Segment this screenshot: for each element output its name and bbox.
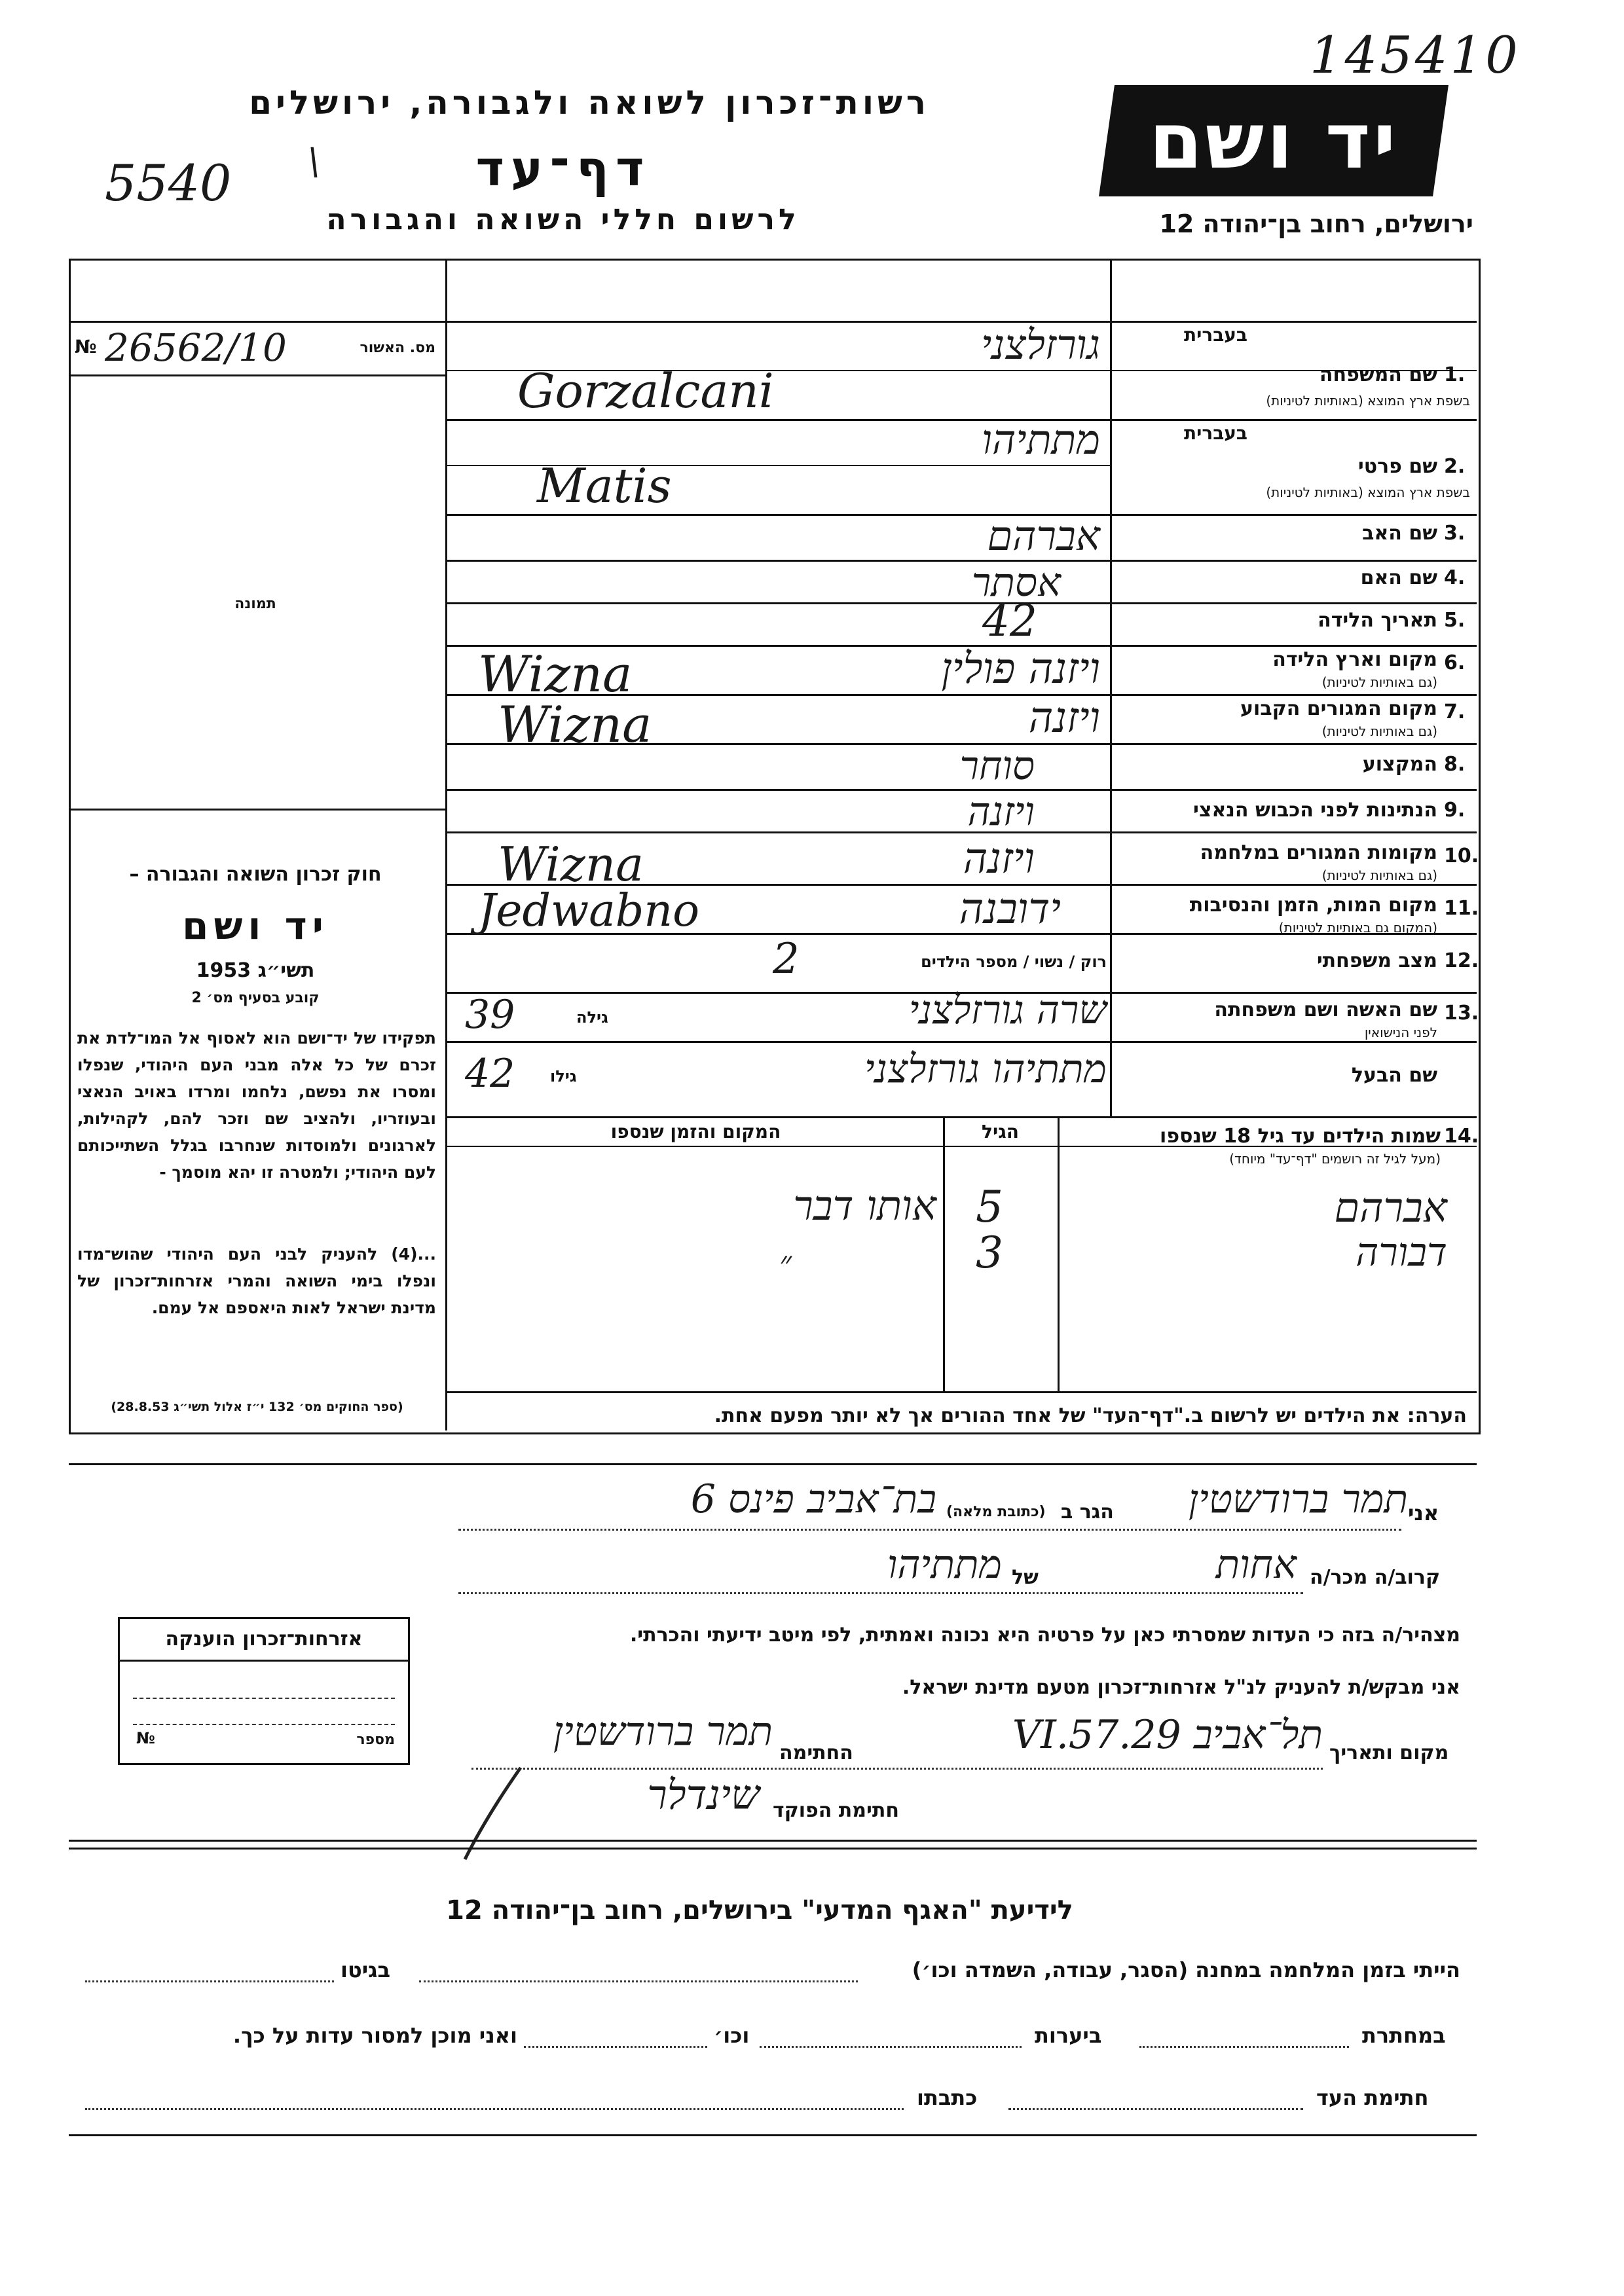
top-rule [69, 321, 1477, 323]
row13-sub: לפני הנישואין [1364, 1025, 1437, 1040]
row3-label: שם האב [1362, 522, 1437, 545]
form-title: דף־עד [475, 141, 651, 197]
relation-line [458, 1592, 1303, 1594]
row8-label: המקצוע [1362, 753, 1437, 776]
footer-forests-line [760, 2046, 1022, 2048]
photo-label: תמונה [234, 596, 276, 612]
father-name-value: אברהם [987, 512, 1100, 560]
footer-etc-label: וכו׳ [714, 2023, 750, 2048]
footer-camp-line [419, 1980, 858, 1982]
row2-sub: בשפת ארץ המוצא (באותיות לטיניות) [1266, 484, 1470, 500]
declarant-name: תמר ברודשטין [1188, 1476, 1408, 1522]
authority-name: רשות־זכרון לשואה ולגבורה, ירושלים [249, 84, 930, 122]
footer-witness-sig-line [1008, 2108, 1303, 2110]
family-status-value: 2 [773, 935, 800, 983]
law-text: תפקידו של יד־ושם הוא לאסוף אל המו־לדת את זכרם של כל אלה מבני העם היהודי, שנפלו ומסרו את נפשם, נלחמו ומרדו באויב הנאצי ובעוזריו, ולהציב שם וזכר להם, לקהילות, לארגונים ולמוסדות שנחרבו בגלל השתייכותם לעם היהודי; ולמטרה זו יהא מוסמך - [77, 1029, 436, 1182]
wife-name-value: שרה גורזלצני [908, 987, 1107, 1033]
wartime-residence-hebrew-value: ויזנה [963, 835, 1035, 883]
of-label: של [1012, 1566, 1039, 1589]
approval-number-sign: № [75, 336, 97, 357]
row10-label: מקומות המגורים במלחמה [1200, 841, 1437, 864]
husband-name-value: מתתיהו גורזלצני [864, 1046, 1107, 1092]
approval-rule [69, 374, 447, 376]
yad-vashem-logo [1099, 85, 1449, 196]
citizenship-request: אני מבקש/ת להעניק לנ"ל אזרחות־זכרון מטעם מדינת ישראל. [902, 1676, 1460, 1699]
row11-label: מקום המות, הזמן והנסיבות [1189, 894, 1437, 917]
row8-number: 8. [1444, 753, 1466, 776]
row1-number: 1. [1444, 363, 1466, 386]
birthplace-hebrew-value: ויזנה פולין [941, 645, 1100, 693]
child-2-place: ״ [779, 1244, 792, 1282]
children-place-header: המקום והזמן שנספו [610, 1121, 781, 1142]
wife-age-label: גילה [576, 1008, 608, 1027]
age-column-left [943, 1116, 945, 1391]
child-1-age: 5 [976, 1182, 1003, 1232]
declarant-address-hint: (כתובת מלאה) [946, 1504, 1046, 1520]
footer-underground-label: במחתרת [1362, 2023, 1446, 2048]
row13-label: שם האשה ושם משפחתה [1214, 998, 1437, 1021]
row1-label: שם המשפחה [1319, 363, 1437, 386]
wartime-residence-latin-value: Wizna [498, 837, 644, 892]
row6-label: מקום וארץ הלידה [1272, 648, 1437, 671]
child-2-name: דבורה [1356, 1230, 1447, 1275]
note-top-rule [445, 1391, 1477, 1393]
residence-hebrew-value: ויזנה [1028, 694, 1100, 742]
husband-age-label: גילו [550, 1067, 577, 1085]
citizenship-number-sign: № [136, 1729, 155, 1747]
footer-underground-line [1139, 2046, 1349, 2048]
officer-label: חתימת הפוקד [773, 1799, 899, 1822]
approval-number-label: מס. האשור [360, 340, 435, 356]
citizenship-box-line-2 [133, 1724, 395, 1725]
footer-title: לידיעת "האגף המדעי" בירושלים, רחוב בן־יהודה 12 [446, 1895, 1073, 1925]
citizenship-box [118, 1617, 410, 1765]
child-1-name: אברהם [1334, 1184, 1447, 1231]
row9-label: הנתינות לפני הכבוש הנאצי [1193, 799, 1437, 822]
footer-ghetto-label: בגיטו [341, 1958, 390, 1982]
row12-label: מצב משפחתי [1316, 949, 1437, 972]
handwritten-number: 5540 [105, 154, 232, 212]
place-date-value: תל־אביב 29.VI.57 [1012, 1712, 1323, 1758]
row12-sub: רוק / נשוי / מספר הילדים [921, 953, 1107, 971]
row4-label: שם האם [1360, 566, 1437, 589]
footer-ghetto-line [85, 1980, 334, 1982]
child-1-place: אותו דבר [793, 1182, 936, 1230]
age-column-right [1058, 1116, 1060, 1391]
nationality-value: ויזנה [967, 789, 1035, 835]
signature-line [471, 1768, 1323, 1770]
row12-number: 12. [1444, 949, 1479, 972]
signature-flourish [458, 1761, 537, 1866]
row11-number: 11. [1444, 897, 1479, 920]
footer-witness-sig-label: חתימת העד [1316, 2085, 1429, 2110]
first-name-hebrew-value: מתתיהו [982, 416, 1100, 464]
declarant-line [458, 1529, 1401, 1531]
approval-number-block [72, 325, 442, 370]
officer-signature: שינדלר [647, 1771, 760, 1819]
pen-mark: \ [308, 141, 320, 183]
row2-number: 2. [1444, 455, 1466, 478]
footer-testimony-text: ואני מוכן למסור עדות על כך. [232, 2023, 517, 2048]
row4-number: 4. [1444, 566, 1466, 589]
first-name-latin-value: Matis [537, 458, 672, 513]
husband-label: שם הבעל [1351, 1064, 1437, 1087]
row9-number: 9. [1444, 799, 1466, 822]
row7-number: 7. [1444, 701, 1466, 723]
residence-latin-value: Wizna [498, 695, 652, 754]
surname-latin-value: Gorzalcani [517, 363, 774, 418]
approval-number-value: 26562/10 [105, 325, 287, 370]
declaration-top-rule [69, 1463, 1477, 1465]
place-date-label: מקום ותאריך [1329, 1741, 1449, 1764]
archive-number: 145410 [1310, 26, 1521, 85]
row6-number: 6. [1444, 651, 1466, 674]
footer-camp-label: הייתי בזמן המלחמה במחנה (הסגר, עבודה, השמדה וכו׳) [912, 1958, 1460, 1982]
child-2-age: 3 [976, 1228, 1003, 1278]
declarant-address: בת־אביב פינס 6 [690, 1476, 936, 1522]
birth-date-value: 42 [982, 596, 1037, 646]
children-age-header: הגיל [982, 1121, 1019, 1142]
row1-sub: בשפת ארץ המוצא (באותיות לטיניות) [1266, 393, 1470, 409]
profession-value: סוחר [959, 743, 1035, 789]
declarant-i-label: אני [1408, 1501, 1439, 1525]
signature-value: תמר ברודשטין [553, 1709, 773, 1755]
surname-hebrew-value: גורזלצני [981, 321, 1100, 369]
law-title: חוק זכרון השואה והגבורה – [129, 863, 382, 886]
husband-age-value: 42 [465, 1051, 515, 1097]
death-place-latin-value: Jedwabno [478, 885, 700, 937]
row5-number: 5. [1444, 609, 1466, 632]
birthplace-latin-value: Wizna [478, 645, 633, 703]
row13-number: 13. [1444, 1002, 1479, 1025]
row11-sub: (המקום גם באותיות לטיניות) [1278, 920, 1437, 936]
declarant-resident-label: הגר ב [1061, 1501, 1114, 1523]
of-name-value: מתתיהו [887, 1542, 1002, 1588]
citizenship-number-label: מספר [356, 1732, 395, 1748]
row1-lang: בעברית [1183, 324, 1247, 346]
label-column-divider [1110, 259, 1112, 1116]
row5-label: תאריך הלידה [1318, 609, 1437, 632]
children-label: שמות הילדים עד גיל 18 שנספו [1160, 1125, 1441, 1148]
row10-sub: (גם באותיות לטיניות) [1321, 867, 1437, 883]
wife-age-value: 39 [465, 992, 515, 1038]
row7-sub: (גם באותיות לטיניות) [1321, 723, 1437, 739]
law-text-continued: ...(4) להעניק לבני העם היהודי שהוש־מדו ונפלו בימי השואה והמרי אזרחות־זכרון של מדינת ישראל לאות היאספם אל עמם. [77, 1245, 436, 1317]
note-text: הערה: את הילדים יש לרשום ב."דף־העד" של אחד ההורים אך לא יותר מפעם אחת. [714, 1404, 1467, 1427]
row6-sub: (גם באותיות לטיניות) [1321, 674, 1437, 690]
signature-label: החתימה [779, 1741, 853, 1764]
declaration-text: מצהיר/ה בזה כי העדות שמסרתי כאן על פרטיה היא נכונה ואמתית, לפי מיטב ידיעתי והכרתי. [629, 1624, 1460, 1647]
row10-number: 10. [1444, 845, 1479, 867]
footer-bottom-rule [69, 2134, 1477, 2136]
citizenship-box-line-1 [133, 1698, 395, 1699]
form-subtitle: לרשום חללי השואה והגבורה [326, 203, 800, 236]
relation-label: קרוב/ה מכר/ה [1310, 1566, 1441, 1589]
row2-label: שם פרטי [1357, 455, 1437, 478]
row7-label: מקום המגורים הקבוע [1240, 697, 1437, 720]
footer-rule-2 [69, 1848, 1477, 1850]
law-reference: (ספר החוקים מס׳ 132 י״ז אלול תשי״ג 28.8.53) [111, 1400, 403, 1414]
death-place-hebrew-value: ידובנה [959, 885, 1061, 934]
footer-address-label: כתבתו [917, 2085, 978, 2110]
children-sub: (מעל לגיל זה רושמים "דף־עד" מיוחד) [1229, 1151, 1441, 1167]
law-clause: קובע בסעיף מס׳ 2 [191, 990, 320, 1006]
mother-name-value: אסתר [971, 560, 1061, 606]
footer-address-line [85, 2108, 904, 2110]
law-name: יד ושם [182, 903, 329, 948]
sidebar-rule [69, 809, 447, 811]
row2-lang: בעברית [1183, 422, 1247, 444]
law-year: תשי״ג 1953 [196, 959, 315, 982]
footer-etc-line [524, 2046, 707, 2048]
children-number: 14. [1444, 1125, 1479, 1148]
header-address: ירושלים, רחוב בן־יהודה 12 [1159, 210, 1473, 238]
sidebar-divider [445, 259, 447, 1430]
footer-rule-1 [69, 1840, 1477, 1842]
citizenship-box-title: אזרחות־זכרון הוענקה [120, 1619, 408, 1662]
logo-text: יד ושם [1149, 96, 1399, 186]
relation-value: אחות [1215, 1542, 1297, 1588]
row3-number: 3. [1444, 522, 1466, 545]
footer-forests-label: ביערות [1035, 2023, 1102, 2048]
